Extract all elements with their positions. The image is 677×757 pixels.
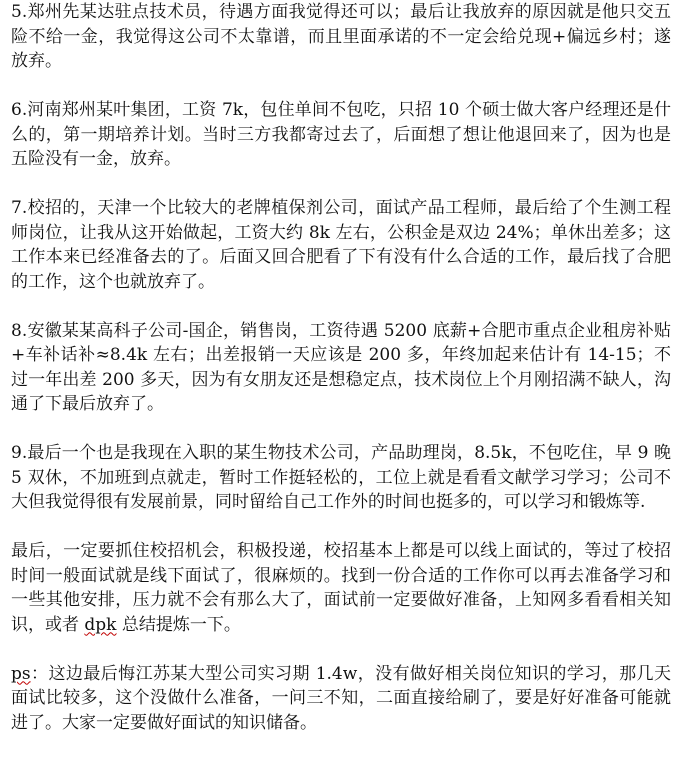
paragraph-gap [11,74,671,99]
advice-text-end: 总结提炼一下。 [116,614,241,635]
paragraph-gap [11,637,671,662]
paragraph-9: 9.最后一个也是我现在入职的某生物技术公司，产品助理岗，8.5k，不包吃住，早 9 晚 5 双休，不加班到点就走，暂时工作挺轻松的，工位上就是看看文献学习学习；公司不大但我觉得很有发展前景，同时留给自己工作外的时间也挺多的，可以学习和锻炼等. [11,443,671,512]
paragraph-gap [11,294,671,319]
paragraph-gap [11,172,671,197]
paragraph-advice [11,539,671,637]
ps-text: ：这边最后悔江苏某大型公司实习期 1.4w，没有做好相关岗位知识的学习，那几天面试比较多，这个没做什么准备，一问三不知，二面直接给刷了，要是好好准备可能就进了。大家一定要做好面试的知识储备。 [11,663,671,733]
spellcheck-marked-word: ps [11,663,31,684]
spellcheck-marked-word: dpk [84,614,117,635]
paragraph-ps [11,662,671,736]
paragraph-gap [11,417,671,442]
paragraph-7: 7.校招的，天津一个比较大的老牌植保剂公司，面试产品工程师，最后给了个生测工程师岗位，让我从这开始做起，工资大约 8k 左右，公积金是双边 24%；单休出差多；这工作本来已经准备去的了。后面又回合肥看了下有没有什么合适的工作，最后找了合肥的工作，这个也就放弃了。 [11,198,671,292]
paragraph-gap [11,515,671,540]
advice-text-start: 最后，一定要抓住校招机会，积极投递，校招基本上都是可以线上面试的，等过了校招时间一般面试就是线下面试了，很麻烦的。找到一份合适的工作你可以再去准备学习和一些其他安排，压力就不会有那么大了，面试前一定要做好准备，上知网多看看相关知识，或者 [11,541,671,635]
paragraph-5: 5.郑州先某达驻点技术员，待遇方面我觉得还可以；最后让我放弃的原因就是他只交五险不给一金，我觉得这公司不太靠谱，而且里面承诺的不一定会给兑现+偏远乡村；遂放弃。 [11,2,671,71]
paragraph-6: 6.河南郑州某叶集团，工资 7k，包住单间不包吃，只招 10 个硕士做大客户经理还是什么的，第一期培养计划。当时三方我都寄过去了，后面想了想让他退回来了，因为也是五险没有一金，放弃。 [11,100,671,169]
paragraph-8: 8.安徽某某高科子公司-国企，销售岗，工资待遇 5200 底薪+合肥市重点企业租房补贴+车补话补≈8.4k 左右；出差报销一天应该是 200 多，年终加起来估计有 14-15；不过一年出差 200 多天，因为有女朋友还是想稳定点，技术岗位上个月刚招满不缺人，沟通了下最后放弃了。 [11,320,671,414]
